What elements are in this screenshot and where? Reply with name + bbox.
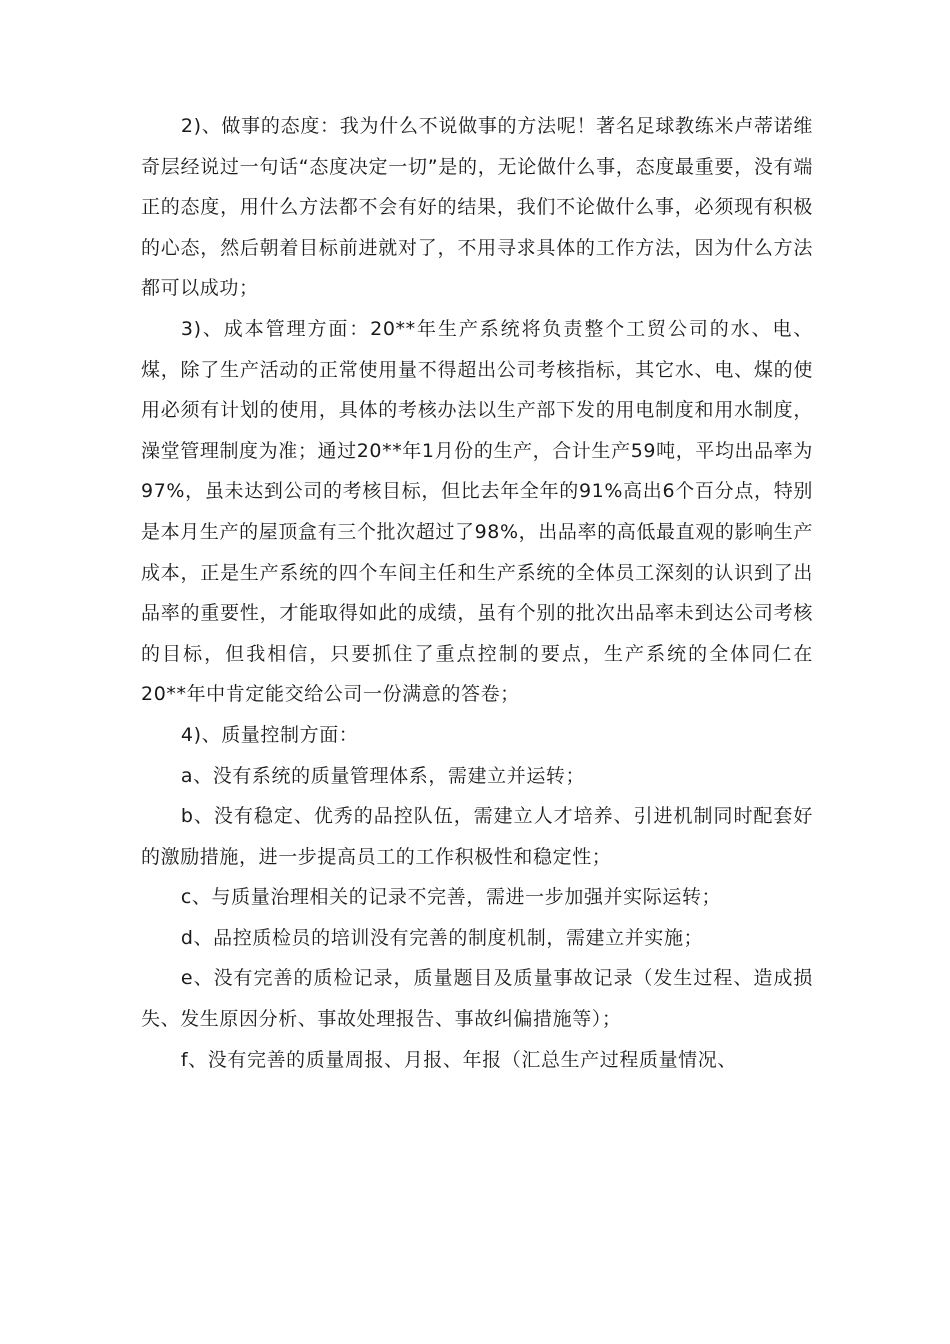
paragraph-cost-management: 3)、成本管理方面：20**年生产系统将负责整个工贸公司的水、电、煤，除了生产活动的正常使用量不得超出公司考核指标，其它水、电、煤的使用必须有计划的使用，具体的考核办法以生产部下发的用电制度和用水制度，澡堂管理制度为准；通过20**年1月份的生产，合计生产59吨，平均出品率为97%，虽未达到公司的考核目标，但比去年全年的91%高出6个百分点，特别是本月生产的屋顶盒有三个批次超过了98%，出品率的高低最直观的影响生产成本，正是生产系统的四个车间主任和生产系统的全体员工深刻的认识到了出品率的重要性，才能取得如此的成绩，虽有个别的批次出品率未到达公司考核的目标，但我相信，只要抓住了重点控制的要点，生产系统的全体同仁在20**年中肯定能交给公司一份满意的答卷； xyxy=(141,317,813,706)
list-item-f: f、没有完善的质量周报、月报、年报（汇总生产过程质量情况、 xyxy=(180,1048,737,1071)
list-item-e: e、没有完善的质检记录，质量题目及质量事故记录（发生过程、造成损失、发生原因分析、事故处理报告、事故纠偏措施等）； xyxy=(141,967,813,1031)
paragraph-work-attitude: 2)、做事的态度：我为什么不说做事的方法呢！著名足球教练米卢蒂诺维奇层经说过一句话“态度决定一切”是的，无论做什么事，态度最重要，没有端正的态度，用什么方法都不会有好的结果，我们不论做什么事，必须现有积极的心态，然后朝着目标前进就对了，不用寻求具体的工作方法，因为什么方法都可以成功； xyxy=(141,115,813,300)
list-item-d: d、品控质检员的培训没有完善的制度机制，需建立并实施； xyxy=(180,926,704,949)
paragraph-quality-control-heading: 4)、质量控制方面： xyxy=(180,723,359,746)
list-item-a: a、没有系统的质量管理体系，需建立并运转； xyxy=(180,764,586,787)
list-item-c: c、与质量治理相关的记录不完善，需进一步加强并实际运转； xyxy=(180,886,722,909)
document-body xyxy=(141,106,813,1080)
list-item-b: b、没有稳定、优秀的品控队伍，需建立人才培养、引进机制同时配套好的激励措施，进一步提高员工的工作积极性和稳定性； xyxy=(141,805,813,868)
